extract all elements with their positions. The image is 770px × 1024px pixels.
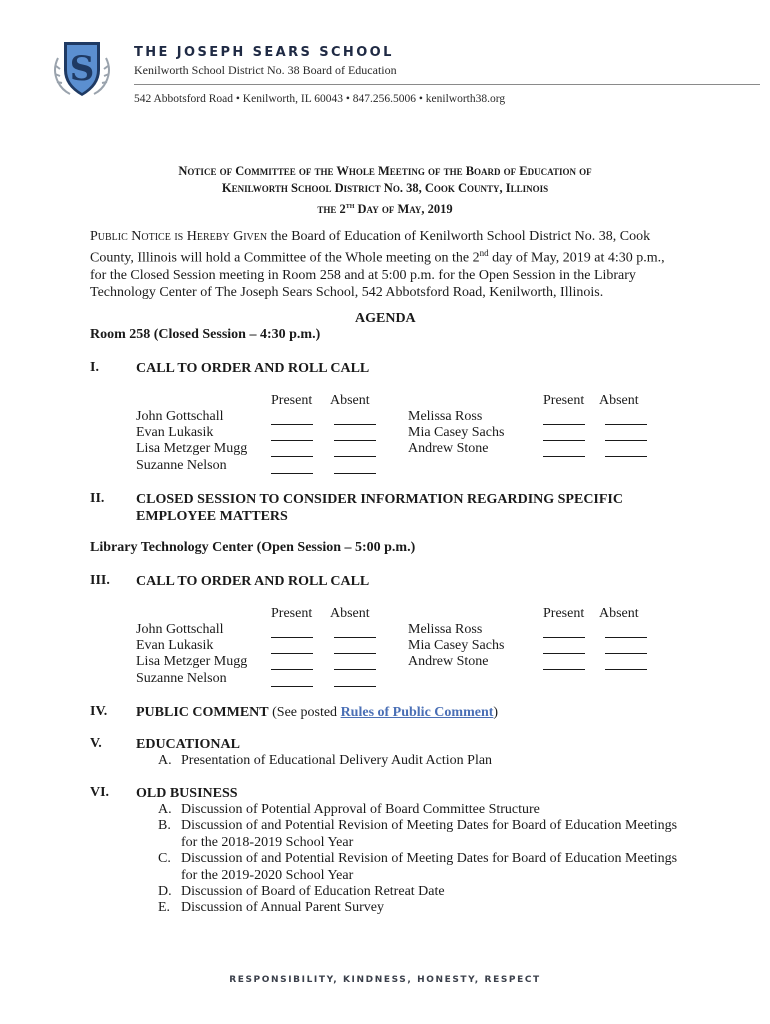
present-blank[interactable] [543,653,585,654]
title-line-3: the 2th Day of May, 2019 [317,201,453,217]
roll-call-table [0,393,770,483]
absent-blank[interactable] [605,653,647,654]
present-blank[interactable] [271,686,313,687]
title-line-2: Kenilworth School District No. 38, Cook County, Illinois [221,181,549,195]
section-number: V. [90,736,102,751]
school-address: 542 Abbotsford Road • Kenilworth, IL 60043 • 847.256.5006 • kenilworth38.org [134,93,506,105]
absent-blank[interactable] [605,424,647,425]
list-item: A. Presentation of Educational Delivery Audit Action Plan [158,753,493,768]
rules-of-public-comment-link[interactable]: Rules of Public Comment [340,705,494,720]
absent-blank[interactable] [334,424,376,425]
public-notice-lead: Public Notice is Hereby Given [90,229,268,244]
member-name: Mia Casey Sachs [408,638,505,653]
section-heading: OLD BUSINESS [136,786,238,801]
member-name: Mia Casey Sachs [408,425,505,440]
letterhead [52,36,712,116]
present-blank[interactable] [271,440,313,441]
section-heading: CALL TO ORDER AND ROLL CALL [136,361,370,376]
member-name: John Gottschall [136,622,224,637]
present-header: Present [543,393,585,408]
member-name: Evan Lukasik [136,638,214,653]
absent-blank[interactable] [334,440,376,441]
absent-blank[interactable] [605,456,647,457]
letterhead-divider [134,84,760,85]
section-number: III. [90,573,110,588]
educational-items [158,753,678,769]
old-business-items [158,802,678,917]
absent-header: Absent [330,606,370,621]
school-name: THE JOSEPH SEARS SCHOOL [134,45,394,60]
list-item: C. Discussion of and Potential Revision of Meeting Dates for Board of Education Meetings for the 2019-2020 School Year [158,851,678,883]
member-name: Andrew Stone [408,654,489,669]
section-heading: CALL TO ORDER AND ROLL CALL [136,574,370,589]
absent-blank[interactable] [334,456,376,457]
title-line-1: Notice of Committee of the Whole Meeting of the Board of Education of [178,164,592,178]
member-name: Lisa Metzger Mugg [136,654,248,669]
present-blank[interactable] [271,653,313,654]
present-header: Present [271,393,313,408]
svg-text:S: S [69,49,95,89]
footer-motto: RESPONSIBILITY, KINDNESS, HONESTY, RESPECT [229,975,541,985]
closed-session-room: Room 258 (Closed Session – 4:30 p.m.) [90,327,321,342]
absent-header: Absent [599,393,639,408]
member-name: Suzanne Nelson [136,671,227,686]
absent-blank[interactable] [334,637,376,638]
absent-blank[interactable] [605,669,647,670]
present-blank[interactable] [543,669,585,670]
section-number: II. [90,491,105,506]
member-name: Evan Lukasik [136,425,214,440]
present-header: Present [271,606,313,621]
present-blank[interactable] [271,473,313,474]
absent-blank[interactable] [334,686,376,687]
present-blank[interactable] [543,637,585,638]
section-heading: EDUCATIONAL [136,737,240,752]
present-header: Present [543,606,585,621]
school-crest-logo [52,36,112,100]
present-blank[interactable] [271,456,313,457]
agenda-title: AGENDA [355,311,416,326]
absent-blank[interactable] [605,637,647,638]
absent-blank[interactable] [334,473,376,474]
section-heading-public-comment: PUBLIC COMMENT (See posted Rules of Public Comment) [136,705,499,720]
present-blank[interactable] [271,637,313,638]
member-name: Melissa Ross [408,622,483,637]
roll-call-table [0,606,770,696]
intro-paragraph: Public Notice is Hereby Given the Board of Education of Kenilworth School District No. 38, Cook County, Illinois will hold a Committee of the Whole meeting on the 2nd day of May, 2019 at 4:30 p.m., for the Closed Session meeting in Room 258 and at 5:00 p.m. for the Open Session in the Library Technology Center of The Joseph Sears School, 542 Abbotsford Road, Kenilworth, Illinois. [90,229,665,300]
present-blank[interactable] [271,424,313,425]
absent-blank[interactable] [334,653,376,654]
member-name: Suzanne Nelson [136,458,227,473]
member-name: Lisa Metzger Mugg [136,441,248,456]
absent-header: Absent [599,606,639,621]
member-name: John Gottschall [136,409,224,424]
section-number: IV. [90,704,108,719]
section-number: I. [90,360,99,375]
list-item: E. Discussion of Annual Parent Survey [158,900,384,916]
member-name: Andrew Stone [408,441,489,456]
section-number: VI. [90,785,110,800]
open-session-room: Library Technology Center (Open Session – 5:00 p.m.) [90,540,416,555]
list-item: D. Discussion of Board of Education Retreat Date [158,884,445,900]
present-blank[interactable] [543,440,585,441]
absent-blank[interactable] [605,440,647,441]
notice-title [70,163,700,218]
list-item: B. Discussion of and Potential Revision of Meeting Dates for Board of Education Meetings for the 2018-2019 School Year [158,818,678,850]
absent-header: Absent [330,393,370,408]
absent-blank[interactable] [334,669,376,670]
section-heading: CLOSED SESSION TO CONSIDER INFORMATION REGARDING SPECIFIC EMPLOYEE MATTERS [136,492,623,524]
present-blank[interactable] [271,669,313,670]
member-name: Melissa Ross [408,409,483,424]
list-item: A. Discussion of Potential Approval of Board Committee Structure [158,802,540,817]
present-blank[interactable] [543,456,585,457]
district-name: Kenilworth School District No. 38 Board of Education [134,63,397,77]
present-blank[interactable] [543,424,585,425]
